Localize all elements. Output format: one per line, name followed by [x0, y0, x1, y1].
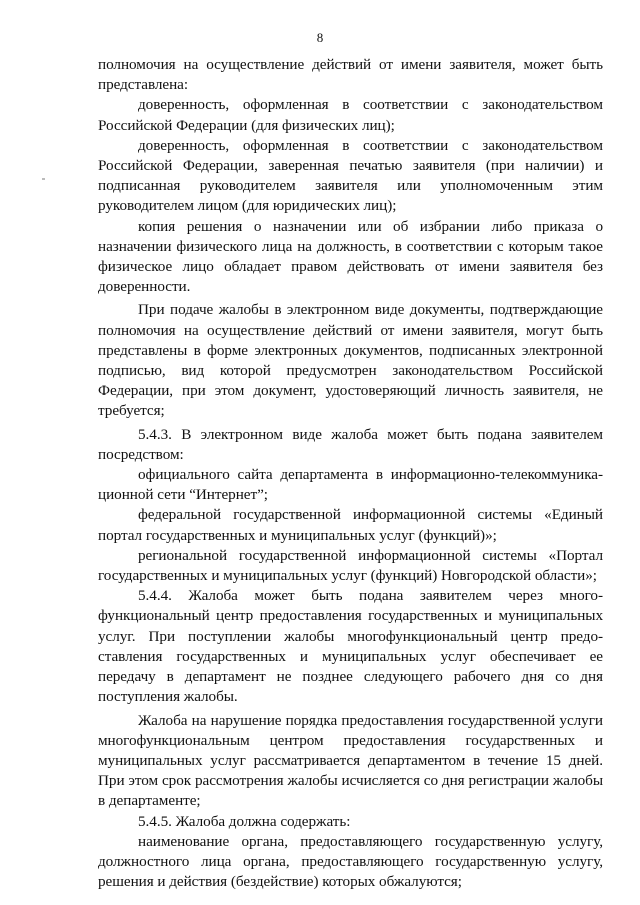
- paragraph-4: копия решения о назначении или об избрании либо приказа о назначении физического лица на должность, в соответствии с которым такое физическое лицо обладает правом действовать от имени заявителя без доверенности.: [98, 217, 603, 296]
- paragraph-1: полномочия на осуществление действий от имени заявителя, может быть представлена:: [98, 56, 603, 94]
- paragraph-8: федеральной государственной информационной системы «Единый портал государственных и муниципальных услуг (функций)»;: [98, 506, 603, 544]
- paragraph-3: доверенность, оформленная в соответствии с законодательством Российской Федерации, заверенная печатью заявителя (при наличии) и подписанная руководителем заявителя или уполномоченным этим руководителем лицом (для юридических лиц);: [98, 136, 603, 215]
- paragraph-12: 5.4.5. Жалоба должна содержать:: [138, 812, 351, 830]
- paragraph-2: доверенность, оформленная в соответствии с законодательством Российской Федерации (для физических лиц);: [98, 96, 603, 134]
- paragraph-10: 5.4.4. Жалоба может быть подана заявителем через много-функциональный центр предоставления государственных и муниципальных услуг. При поступлении жалобы многофункциональный центр предо-ставления государственных и муниципальных услуг обеспечивает ее передачу в департамент не позднее следующего рабочего дня со дня поступления жалобы.: [98, 587, 603, 706]
- paragraph-9: региональной государственной информационной системы «Портал государственных и муниципальных услуг (функций) Новгородской области»;: [98, 546, 603, 585]
- paragraph-13: наименование органа, предоставляющего государственную услугу, должностного лица органа, предоставляющего государственную услугу, решения и действия (бездействие) которых обжалуются;: [98, 832, 603, 891]
- document-body: [98, 55, 603, 892]
- paragraph-7: официального сайта департамента в информационно-телекоммуника-ционной сети “Интернет”;: [98, 466, 603, 504]
- page-number: 8: [316, 30, 324, 45]
- paragraph-6: 5.4.3. В электронном виде жалоба может быть подана заявителем посредством:: [98, 425, 603, 463]
- scan-artifact: [42, 178, 45, 180]
- paragraph-11: Жалоба на нарушение порядка предоставления государственной услуги многофункциональным центром предоставления государственных и муниципальных услуг рассматривается департаментом в течение 15 дней. При этом срок рассмотрения жалобы исчисляется со дня регистрации жалобы в департаменте;: [98, 711, 603, 810]
- paragraph-5: При подаче жалобы в электронном виде документы, подтверждающие полномочия на осуществление действий от имени заявителя, могут быть представлены в форме электронных документов, подписанных электронной подписью, вид которой предусмотрен законодательством Российской Федерации, при этом документ, удостоверяющий личность заявителя, не требуется;: [98, 301, 603, 420]
